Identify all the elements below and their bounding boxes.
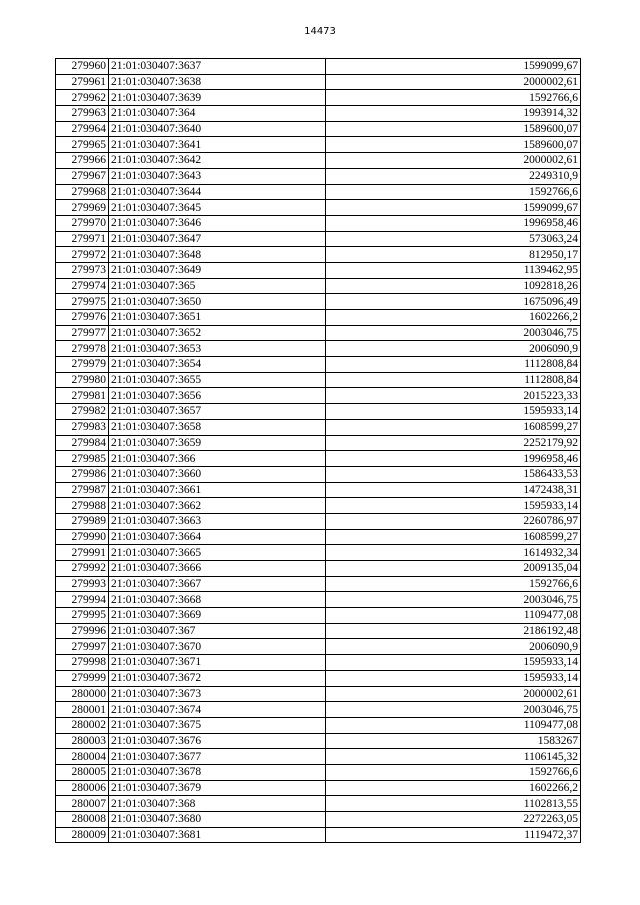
table-row xyxy=(56,357,581,373)
table-row xyxy=(56,168,581,184)
cadastral-value: 1592766,6 xyxy=(326,184,581,200)
cadastral-number: 21:01:030407:3677 xyxy=(109,749,326,765)
row-number: 279973 xyxy=(56,262,109,278)
cadastral-number: 21:01:030407:3654 xyxy=(109,357,326,373)
row-number: 280004 xyxy=(56,749,109,765)
table-row xyxy=(56,231,581,247)
cadastral-number: 21:01:030407:364 xyxy=(109,106,326,122)
cadastral-value: 1602266,2 xyxy=(326,780,581,796)
cadastral-number: 21:01:030407:3681 xyxy=(109,827,326,843)
table-row xyxy=(56,121,581,137)
cadastral-number: 21:01:030407:3660 xyxy=(109,466,326,482)
cadastral-number: 21:01:030407:3668 xyxy=(109,592,326,608)
cadastral-value: 1589600,07 xyxy=(326,137,581,153)
cadastral-number: 21:01:030407:3641 xyxy=(109,137,326,153)
row-number: 279964 xyxy=(56,121,109,137)
cadastral-value: 2272263,05 xyxy=(326,812,581,828)
row-number: 279963 xyxy=(56,106,109,122)
row-number: 279966 xyxy=(56,153,109,169)
cadastral-value: 1109477,08 xyxy=(326,608,581,624)
table-row xyxy=(56,733,581,749)
table-row xyxy=(56,498,581,514)
table-row xyxy=(56,278,581,294)
cadastral-number: 21:01:030407:3679 xyxy=(109,780,326,796)
table-row xyxy=(56,623,581,639)
table-row xyxy=(56,639,581,655)
table-row xyxy=(56,137,581,153)
row-number: 279971 xyxy=(56,231,109,247)
table-row xyxy=(56,262,581,278)
table-row xyxy=(56,780,581,796)
table-row xyxy=(56,74,581,90)
table-row xyxy=(56,655,581,671)
table-row xyxy=(56,717,581,733)
row-number: 279961 xyxy=(56,74,109,90)
row-number: 279992 xyxy=(56,561,109,577)
row-number: 279981 xyxy=(56,388,109,404)
cadastral-number: 21:01:030407:3669 xyxy=(109,608,326,624)
cadastral-number: 21:01:030407:3659 xyxy=(109,435,326,451)
cadastral-number: 21:01:030407:3657 xyxy=(109,404,326,420)
cadastral-number: 21:01:030407:3640 xyxy=(109,121,326,137)
table-row xyxy=(56,372,581,388)
cadastral-value: 2252179,92 xyxy=(326,435,581,451)
cadastral-number: 21:01:030407:3646 xyxy=(109,215,326,231)
table-row xyxy=(56,215,581,231)
table-row xyxy=(56,608,581,624)
row-number: 279987 xyxy=(56,482,109,498)
cadastral-value: 1109477,08 xyxy=(326,717,581,733)
cadastral-value: 1583267 xyxy=(326,733,581,749)
cadastral-value: 2015223,33 xyxy=(326,388,581,404)
cadastral-value: 2003046,75 xyxy=(326,702,581,718)
cadastral-value: 1592766,6 xyxy=(326,576,581,592)
cadastral-value: 1608599,27 xyxy=(326,419,581,435)
row-number: 279988 xyxy=(56,498,109,514)
cadastral-value: 1102813,55 xyxy=(326,796,581,812)
row-number: 279969 xyxy=(56,200,109,216)
cadastral-number: 21:01:030407:3662 xyxy=(109,498,326,514)
row-number: 280008 xyxy=(56,812,109,828)
cadastral-value: 2260786,97 xyxy=(326,513,581,529)
cadastral-value: 2006090,9 xyxy=(326,341,581,357)
cadastral-value: 1996958,46 xyxy=(326,451,581,467)
cadastral-number: 21:01:030407:3658 xyxy=(109,419,326,435)
row-number: 279990 xyxy=(56,529,109,545)
row-number: 279998 xyxy=(56,655,109,671)
table-row xyxy=(56,153,581,169)
cadastral-value: 2000002,61 xyxy=(326,686,581,702)
table-row xyxy=(56,90,581,106)
cadastral-value: 1586433,53 xyxy=(326,466,581,482)
row-number: 280000 xyxy=(56,686,109,702)
table-row xyxy=(56,812,581,828)
table-row xyxy=(56,388,581,404)
row-number: 279974 xyxy=(56,278,109,294)
row-number: 280009 xyxy=(56,827,109,843)
cadastral-number: 21:01:030407:3664 xyxy=(109,529,326,545)
row-number: 279976 xyxy=(56,310,109,326)
table-row xyxy=(56,294,581,310)
cadastral-value: 2003046,75 xyxy=(326,325,581,341)
cadastral-value: 1599099,67 xyxy=(326,59,581,75)
cadastral-number: 21:01:030407:3667 xyxy=(109,576,326,592)
cadastral-value: 1608599,27 xyxy=(326,529,581,545)
cadastral-number: 21:01:030407:3670 xyxy=(109,639,326,655)
cadastral-value: 1675096,49 xyxy=(326,294,581,310)
cadastral-value: 2000002,61 xyxy=(326,74,581,90)
cadastral-number: 21:01:030407:3643 xyxy=(109,168,326,184)
cadastral-value: 1112808,84 xyxy=(326,372,581,388)
cadastral-value: 2003046,75 xyxy=(326,592,581,608)
cadastral-number: 21:01:030407:3680 xyxy=(109,812,326,828)
cadastral-value: 1592766,6 xyxy=(326,764,581,780)
row-number: 279968 xyxy=(56,184,109,200)
cadastral-value: 812950,17 xyxy=(326,247,581,263)
cadastral-number: 21:01:030407:3637 xyxy=(109,59,326,75)
table-row xyxy=(56,59,581,75)
cadastral-number: 21:01:030407:3644 xyxy=(109,184,326,200)
row-number: 279962 xyxy=(56,90,109,106)
table-row xyxy=(56,200,581,216)
row-number: 280005 xyxy=(56,764,109,780)
table-row xyxy=(56,702,581,718)
cadastral-value: 2249310,9 xyxy=(326,168,581,184)
cadastral-number: 21:01:030407:3652 xyxy=(109,325,326,341)
table-row xyxy=(56,404,581,420)
cadastral-number: 21:01:030407:3656 xyxy=(109,388,326,404)
table-row xyxy=(56,451,581,467)
row-number: 279978 xyxy=(56,341,109,357)
row-number: 279977 xyxy=(56,325,109,341)
cadastral-value: 2186192,48 xyxy=(326,623,581,639)
cadastral-value: 1996958,46 xyxy=(326,215,581,231)
row-number: 280006 xyxy=(56,780,109,796)
cadastral-number: 21:01:030407:3678 xyxy=(109,764,326,780)
table-row xyxy=(56,106,581,122)
table-row xyxy=(56,827,581,843)
row-number: 279985 xyxy=(56,451,109,467)
table-row xyxy=(56,482,581,498)
table-row xyxy=(56,796,581,812)
table-row xyxy=(56,576,581,592)
cadastral-value: 2000002,61 xyxy=(326,153,581,169)
cadastral-number: 21:01:030407:3665 xyxy=(109,545,326,561)
row-number: 279989 xyxy=(56,513,109,529)
cadastral-number: 21:01:030407:3645 xyxy=(109,200,326,216)
cadastral-number: 21:01:030407:3642 xyxy=(109,153,326,169)
table-row xyxy=(56,435,581,451)
row-number: 279960 xyxy=(56,59,109,75)
cadastral-number: 21:01:030407:3675 xyxy=(109,717,326,733)
table-row xyxy=(56,529,581,545)
cadastral-number: 21:01:030407:3638 xyxy=(109,74,326,90)
cadastral-value: 1595933,14 xyxy=(326,670,581,686)
table-row xyxy=(56,466,581,482)
table-row xyxy=(56,341,581,357)
cadastral-number: 21:01:030407:3673 xyxy=(109,686,326,702)
row-number: 280003 xyxy=(56,733,109,749)
row-number: 279970 xyxy=(56,215,109,231)
cadastral-value: 1592766,6 xyxy=(326,90,581,106)
cadastral-value: 2006090,9 xyxy=(326,639,581,655)
cadastral-number: 21:01:030407:3639 xyxy=(109,90,326,106)
table-row xyxy=(56,184,581,200)
row-number: 279993 xyxy=(56,576,109,592)
cadastral-value: 1595933,14 xyxy=(326,655,581,671)
cadastral-number: 21:01:030407:368 xyxy=(109,796,326,812)
cadastral-number: 21:01:030407:3647 xyxy=(109,231,326,247)
cadastral-value-table xyxy=(55,58,581,843)
cadastral-number: 21:01:030407:3653 xyxy=(109,341,326,357)
row-number: 279997 xyxy=(56,639,109,655)
cadastral-number: 21:01:030407:3650 xyxy=(109,294,326,310)
cadastral-number: 21:01:030407:3655 xyxy=(109,372,326,388)
table-row xyxy=(56,686,581,702)
row-number: 279980 xyxy=(56,372,109,388)
table-row xyxy=(56,310,581,326)
row-number: 279999 xyxy=(56,670,109,686)
cadastral-value: 1139462,95 xyxy=(326,262,581,278)
cadastral-value: 1614932,34 xyxy=(326,545,581,561)
row-number: 279979 xyxy=(56,357,109,373)
cadastral-number: 21:01:030407:3648 xyxy=(109,247,326,263)
row-number: 280002 xyxy=(56,717,109,733)
table-row xyxy=(56,670,581,686)
cadastral-value: 1993914,32 xyxy=(326,106,581,122)
row-number: 279967 xyxy=(56,168,109,184)
row-number: 279994 xyxy=(56,592,109,608)
row-number: 279995 xyxy=(56,608,109,624)
cadastral-value: 1599099,67 xyxy=(326,200,581,216)
table-row xyxy=(56,419,581,435)
cadastral-value: 1112808,84 xyxy=(326,357,581,373)
cadastral-number: 21:01:030407:3676 xyxy=(109,733,326,749)
cadastral-number: 21:01:030407:3672 xyxy=(109,670,326,686)
cadastral-value: 1595933,14 xyxy=(326,404,581,420)
table-row xyxy=(56,247,581,263)
row-number: 280001 xyxy=(56,702,109,718)
cadastral-value: 1602266,2 xyxy=(326,310,581,326)
cadastral-number: 21:01:030407:3674 xyxy=(109,702,326,718)
row-number: 279965 xyxy=(56,137,109,153)
cadastral-number: 21:01:030407:3666 xyxy=(109,561,326,577)
cadastral-value: 1119472,37 xyxy=(326,827,581,843)
cadastral-value: 1595933,14 xyxy=(326,498,581,514)
row-number: 279983 xyxy=(56,419,109,435)
row-number: 279972 xyxy=(56,247,109,263)
cadastral-value: 2009135,04 xyxy=(326,561,581,577)
cadastral-value: 1106145,32 xyxy=(326,749,581,765)
cadastral-value: 1472438,31 xyxy=(326,482,581,498)
table-body xyxy=(56,59,581,843)
cadastral-number: 21:01:030407:3671 xyxy=(109,655,326,671)
row-number: 279984 xyxy=(56,435,109,451)
cadastral-number: 21:01:030407:367 xyxy=(109,623,326,639)
table-row xyxy=(56,749,581,765)
table-row xyxy=(56,513,581,529)
row-number: 279996 xyxy=(56,623,109,639)
cadastral-number: 21:01:030407:366 xyxy=(109,451,326,467)
table-row xyxy=(56,592,581,608)
row-number: 279982 xyxy=(56,404,109,420)
cadastral-number: 21:01:030407:3651 xyxy=(109,310,326,326)
cadastral-number: 21:01:030407:3663 xyxy=(109,513,326,529)
table-row xyxy=(56,561,581,577)
cadastral-value: 1589600,07 xyxy=(326,121,581,137)
cadastral-number: 21:01:030407:3661 xyxy=(109,482,326,498)
table-row xyxy=(56,764,581,780)
table-row xyxy=(56,325,581,341)
row-number: 279986 xyxy=(56,466,109,482)
cadastral-number: 21:01:030407:365 xyxy=(109,278,326,294)
cadastral-value: 1092818,26 xyxy=(326,278,581,294)
row-number: 279975 xyxy=(56,294,109,310)
row-number: 279991 xyxy=(56,545,109,561)
row-number: 280007 xyxy=(56,796,109,812)
cadastral-number: 21:01:030407:3649 xyxy=(109,262,326,278)
cadastral-value: 573063,24 xyxy=(326,231,581,247)
table-row xyxy=(56,545,581,561)
page-number: 14473 xyxy=(304,26,336,37)
